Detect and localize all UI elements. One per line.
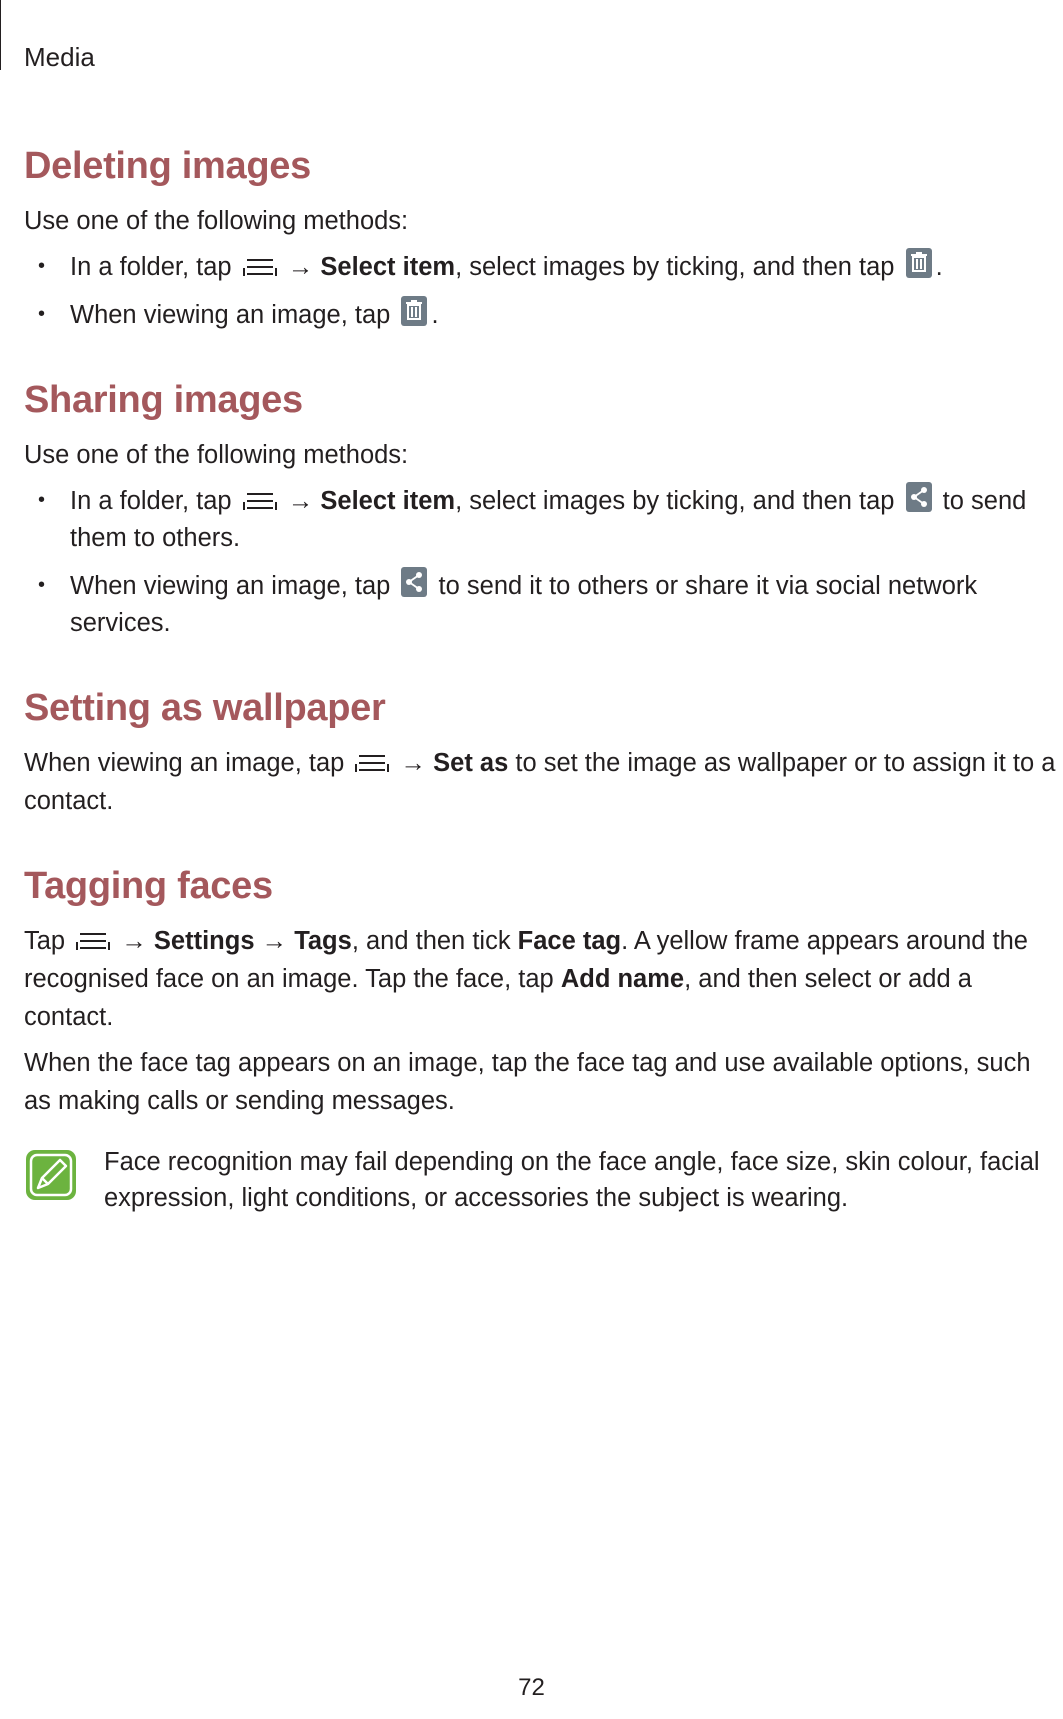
bullet: • [38, 255, 46, 277]
method-list [24, 482, 1063, 642]
section-deleting-images [24, 140, 1063, 334]
menu-option-label: Add name [560, 965, 685, 993]
paragraph [24, 922, 1063, 1036]
page-content [24, 140, 1063, 1256]
section-title: Setting as wallpaper [24, 687, 386, 729]
section-sharing-images [24, 374, 1063, 642]
running-head: Media [24, 42, 95, 72]
arrow: → [121, 927, 147, 955]
note-pencil-icon [24, 1148, 78, 1202]
list-item [24, 296, 1063, 334]
arrow: → [287, 487, 314, 515]
bullet: • [38, 489, 46, 511]
menu-option-label: Select item [320, 253, 456, 281]
list-item [24, 248, 1063, 286]
menu-option-label: Settings [153, 927, 255, 955]
text: . [935, 253, 943, 281]
section-title: Tagging faces [24, 865, 273, 907]
text: When viewing an image, tap [70, 301, 391, 329]
trash-icon [906, 248, 932, 278]
paragraph: When the face tag appears on an image, tap the face tag and use available options, such as making calls or sending messages. [24, 1049, 1031, 1115]
section-title: Sharing images [24, 379, 303, 421]
menu-icon [76, 930, 110, 952]
share-icon [401, 567, 427, 597]
method-list [24, 248, 1063, 334]
section-setting-wallpaper [24, 682, 1063, 820]
paragraph [24, 744, 1063, 820]
section-intro: Use one of the following methods: [24, 441, 409, 469]
text: to send them to others. [70, 487, 1027, 552]
section-title: Deleting images [24, 145, 311, 187]
page-number: 72 [518, 1674, 545, 1701]
text: When viewing an image, tap [24, 749, 345, 777]
menu-icon [243, 256, 277, 278]
arrow: → [287, 253, 314, 281]
text: to set the image as wallpaper or to assign it to a contact. [24, 749, 1056, 815]
bullet: • [38, 574, 46, 596]
list-item [24, 482, 1063, 557]
bullet: • [38, 303, 46, 325]
text: When viewing an image, tap [70, 572, 391, 600]
text: . A yellow frame appears around the recognised face on an image. Tap the face, tap [24, 927, 1028, 993]
menu-icon [355, 752, 389, 774]
text: In a folder, tap [70, 253, 232, 281]
margin-rule [0, 0, 1, 70]
text: . [431, 301, 439, 329]
text: Tap [24, 927, 66, 955]
note-text: Face recognition may fail depending on the face angle, face size, skin colour, facial expression, light conditions, or accessories the subject is wearing. [104, 1148, 1040, 1212]
note-callout [24, 1144, 1063, 1216]
text: , and then tick [351, 927, 511, 955]
menu-option-label: Face tag [517, 927, 622, 955]
share-icon [906, 482, 932, 512]
menu-icon [243, 490, 277, 512]
text: , select images by ticking, and then tap [455, 487, 895, 515]
list-item [24, 567, 1063, 642]
text: to send it to others or share it via social network services. [70, 572, 978, 637]
text: In a folder, tap [70, 487, 232, 515]
menu-option-label: Set as [433, 749, 509, 777]
section-intro: Use one of the following methods: [24, 207, 409, 235]
trash-icon [401, 296, 427, 326]
text: , select images by ticking, and then tap [455, 253, 895, 281]
menu-option-label: Select item [320, 487, 456, 515]
arrow: → [400, 749, 427, 777]
text: , and then select or add a contact. [24, 965, 972, 1031]
section-tagging-faces [24, 860, 1063, 1216]
menu-option-label: Tags [294, 927, 352, 955]
arrow: → [261, 927, 288, 955]
